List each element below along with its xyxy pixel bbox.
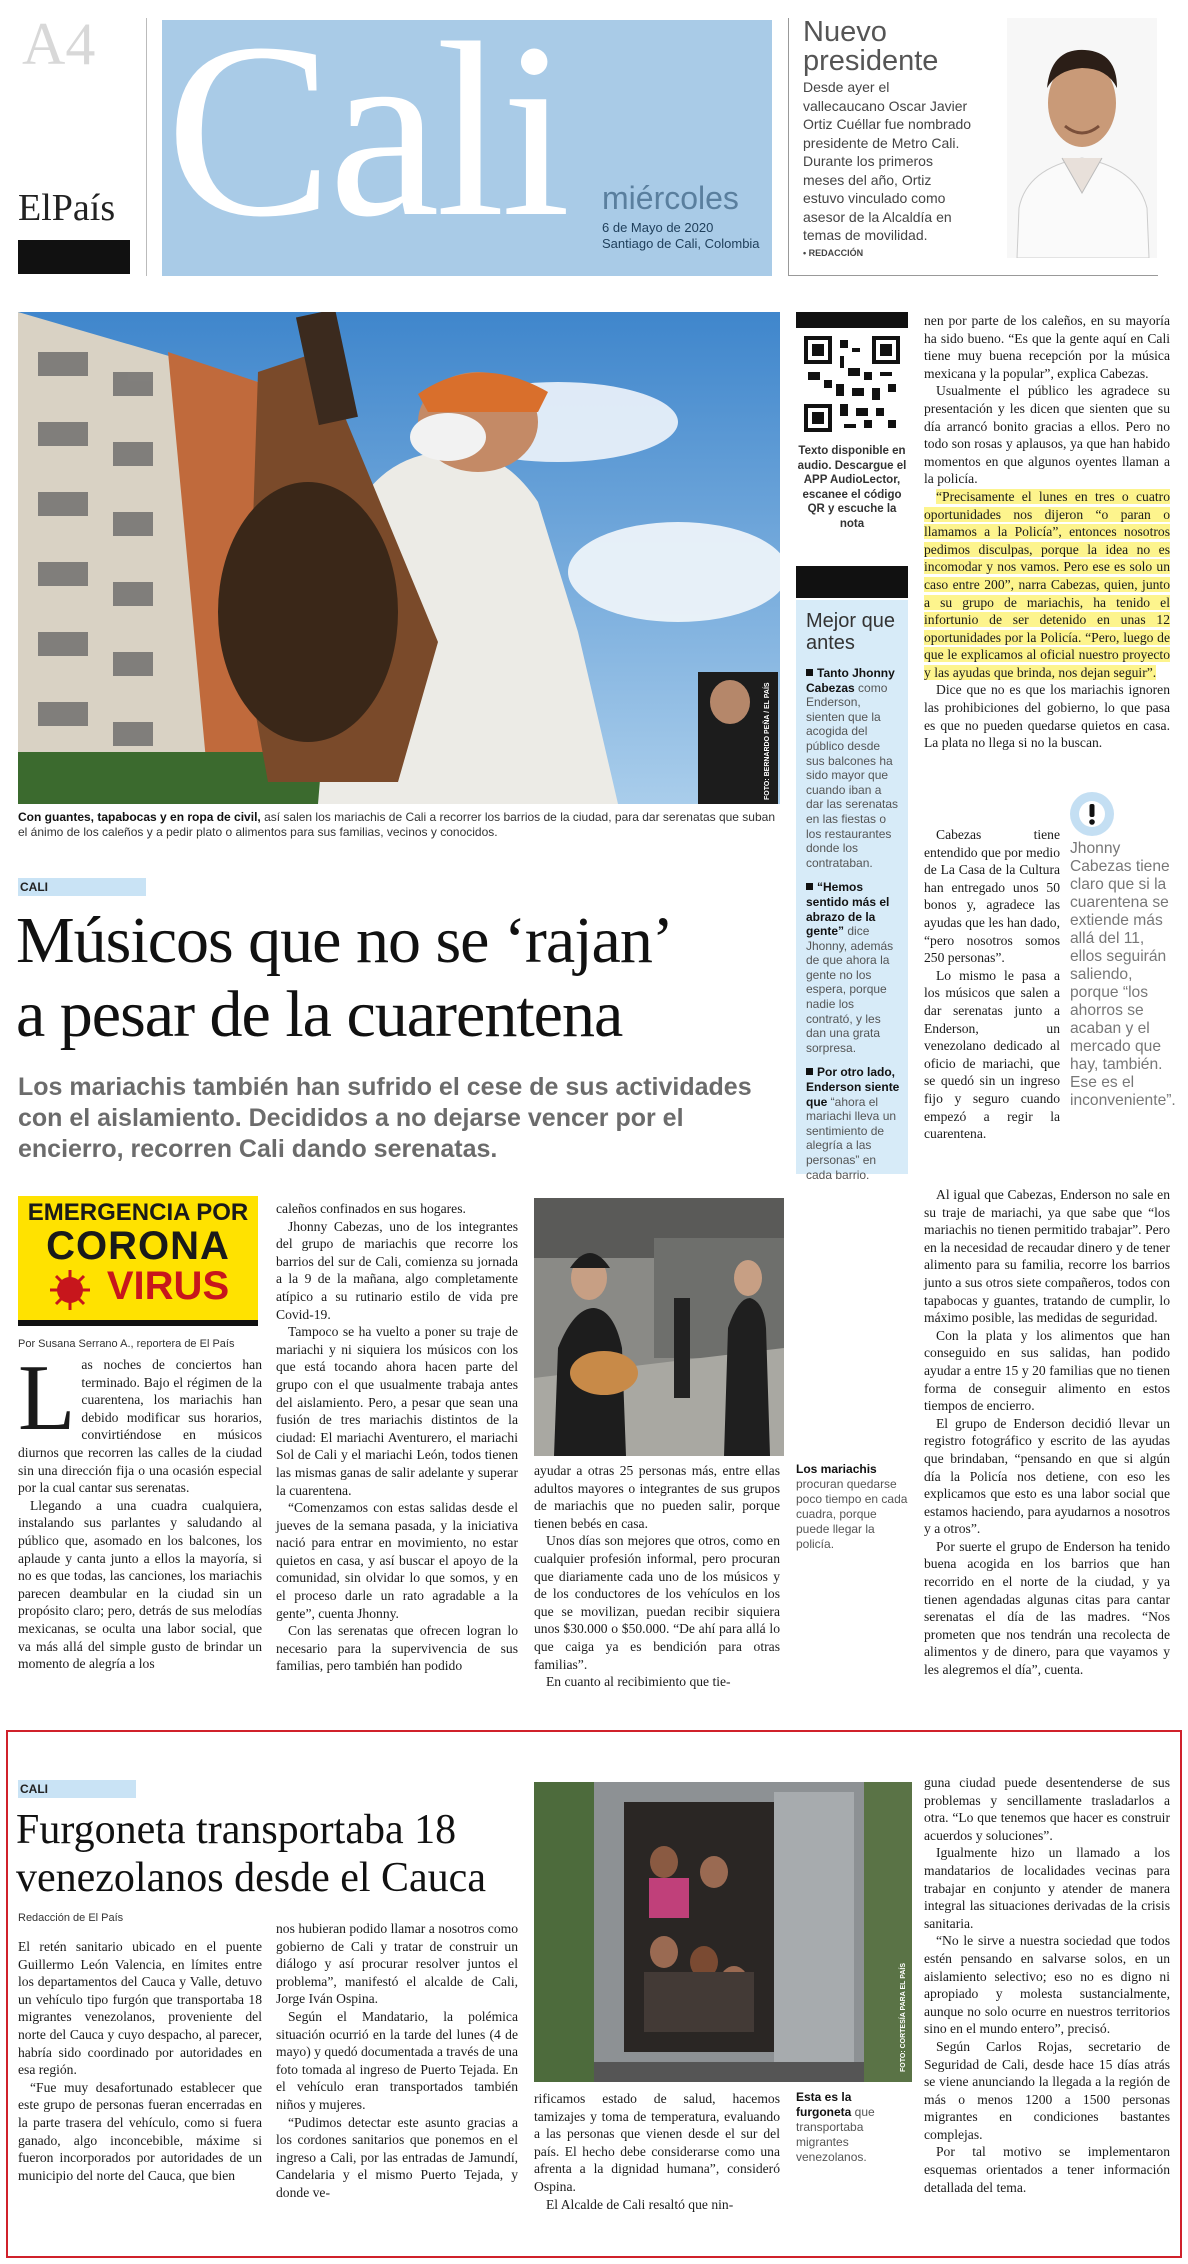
main-right-p8: Con la plata y los alimentos que han conseguido en sus salidas, han podido ayudar a entre 15 y 20 familias que no tienen forma de conseguir alimento en estos tiempos de encierro.	[924, 1327, 1170, 1414]
second-col2-p2: Según el Mandatario, la polémica situación ocurrió en la tarde del lunes (4 de mayo) y quedó documentada a través de una foto tomada al ingreso de Puerto Tejada. En el vehículo eran transportados también niños y mujeres.	[276, 2008, 518, 2112]
main-photo-caption-lead: Con guantes, tapabocas y en ropa de civil,	[18, 810, 261, 824]
sidebar-topbar	[796, 566, 908, 598]
main-photo-caption-text: así salen los mariachis de Cali a recorrer los barrios de la ciudad, para dar serenatas que suban el ánimo de los caleños y a pedir plato o alimentos para sus familias, vecinos y conocidos.	[18, 810, 776, 839]
second-col2-p1: nos hubieran podido llamar a nosotros como gobierno de Cali y tratar de construir un diálogo y así procurar resolver juntos el problema”, manifestó el alcalde de Cali, Jorge Iván Ospina.	[276, 1921, 518, 2007]
main-col2-p5: Con las serenatas que ofrecen logran lo necesario para la supervivencia de sus familias, pero también han podido	[276, 1623, 518, 1674]
issue-date: 6 de Mayo de 2020	[602, 220, 714, 235]
bullet-square-icon	[806, 883, 813, 890]
second-byline: Redacción de El País	[18, 1912, 124, 1924]
main-headline-line2: a pesar de la cuarentena	[16, 978, 623, 1051]
van-caption-lead: Esta es la furgoneta	[796, 2090, 852, 2119]
second-kicker: CALI	[18, 1780, 136, 1798]
president-credit: • REDACCIÓN	[803, 248, 864, 258]
president-title-line2: presidente	[803, 45, 939, 77]
main-right-column-top	[924, 312, 1170, 752]
main-right-p6: Lo mismo le pasa a los músicos que salen a dar serenatas junto a Enderson, un venezolano dedicado al oficio de mariachi, que se quedó sin un ingreso fijo y seguro cuando empezó a regir la cuarentena.	[924, 967, 1060, 1142]
page-number: A4	[22, 11, 96, 77]
main-dropcap: L	[18, 1346, 76, 1450]
main-col2-p3: Tampoco se ha vuelto a poner su traje de mariachi y ni siquiera los músicos con los que está tocando ahora hacen parte del grupo con el que usualmente trabaja antes del aislamiento. Pero, a pesar que sean una fusión de tres mariachis distintos de la ciudad: El mariachi Aventurero, el mariachi Sol de Cali y el mariachi León, todos tienen las mismas ganas de salir adelante y superar la cuarentena.	[276, 1324, 518, 1498]
mariachis-caption	[796, 1462, 912, 1552]
emergency-line2: CORONA	[46, 1224, 230, 1268]
pull-quote: Jhonny Cabezas tiene claro que si la cuarentena se extiende más allá del 11, ellos seguirán saliendo, porque “los ahorros se acaban y el mercado que hay, también. Ese es el inconveniente”.	[1070, 840, 1176, 1109]
president-portrait	[1007, 18, 1157, 258]
emergency-badge	[18, 1196, 258, 1320]
main-photo-credit: FOTO: BERNARDO PEÑA / EL PAÍS	[764, 682, 771, 800]
mariachis-caption-lead: Los mariachis	[796, 1462, 877, 1476]
mariachis-photo	[534, 1198, 784, 1456]
main-photo	[18, 312, 780, 804]
sidebar-bullet-2: “Hemos sentido más el abrazo de la gente” dice Jhonny, además de que ahora la gente no los espera, porque nadie los contrató, y les dan una grata sorpresa.	[806, 880, 894, 1055]
main-col3-p3: En cuanto al recibimiento que tie-	[546, 1674, 731, 1690]
second-column-2	[276, 1920, 518, 2202]
second-col4-p1: guna ciudad puede desentenderse de sus problemas y sencillamente trasladarlos a otra. “Lo que tenemos que hacer es construir acuerdos y soluciones”.	[924, 1775, 1170, 1843]
main-right-p3	[924, 488, 1170, 682]
main-kicker: CALI	[18, 878, 146, 896]
van-photo-credit: FOTO: CORTESÍA PARA EL PAÍS	[900, 1962, 907, 2072]
brand-bar	[18, 240, 130, 274]
emergency-underbar	[18, 1320, 258, 1326]
second-headline-line1: Furgoneta transportaba 18	[16, 1807, 457, 1853]
emergency-line3: VIRUS	[106, 1264, 230, 1308]
second-col4-p4: Según Carlos Rojas, secretario de Seguridad de Cali, desde hace 15 días atrás se viene anunciando la llegada a la región de más o menos 1200 a 1500 personas migrantes en condiciones bastantes complejas.	[924, 2038, 1170, 2142]
main-col1-p2: Llegando a una cuadra cualquiera, instalando sus parlantes y saludando al público que, asomado en los balcones, los aplaude y canta junto a ellos la mayoría, si no es que todas, las canciones, los mariachis parecen deambular en la ciudad sin un propósito claro; pero, detrás de sus melodías mexicanas, se oculta una labor social, que va más allá del simple gusto de brindar un momento de alegría a los	[18, 1497, 262, 1672]
qr-text: Texto disponible en audio. Descargue el APP AudioLector, escanee el código QR y escuche la nota	[797, 445, 907, 530]
main-column-1	[18, 1346, 262, 1673]
main-right-column-narrow	[924, 826, 1060, 1143]
main-column-3	[534, 1462, 780, 1691]
second-col2-p3: “Pudimos detectar este asunto gracias a los cordones sanitarios que ponemos en el ingreso a Cali, por las entradas de Jamundí, Candelaria y el mismo Puerto Tejada, y donde ve-	[276, 2114, 518, 2200]
virus-icon	[48, 1268, 92, 1312]
pull-quote-icon	[1070, 792, 1114, 836]
second-col1-p2: “Fue muy desafortunado establecer que este grupo de personas fueran encerradas en la parte trasera del vehículo, como si fuera ganado, algo inconcebible, máxime si fueron incorporados por autoridades de un municipio del norte del Cauca, que bien	[18, 2079, 262, 2183]
sidebar-box	[796, 600, 908, 1182]
main-col3-p2: Unos días son mejores que otros, como en cualquier profesión informal, pero procuran que diariamente cada uno de los músicos y de los conductores de los vehículos en los que se movilizan, puedan recibir siquiera unos $30.000 o $50.000. “De ahí para allá lo que caiga ya es bendición para otras familias”.	[534, 1533, 780, 1672]
main-col3-p1: ayudar a otras 25 personas más, entre ellas adultos mayores o integrantes de sus grupos de mariachis que no pueden salir, porque tienen bebés en casa.	[534, 1463, 780, 1531]
main-deck: Los mariachis también han sufrido el cese de sus actividades con el aislamiento. Decididos a no dejarse vencer por el encierro, recorren Cali dando serenatas.	[18, 1073, 752, 1163]
main-right-p7: Al igual que Cabezas, Enderson no sale en su traje de mariachi, ya que sabe que “los mariachis no tienen permitido trabajar”. Pero en la necesidad de recaudar dinero y de tener alimento para su familia, recorre los barrios junto a sus otros siete compañeros, todos con tapabocas y guantes, tratando de cumplir, lo máximo posible, las medidas de seguridad.	[924, 1187, 1170, 1326]
sidebar-bullet-3: Por otro lado, Enderson siente que “ahora el mariachi lleva un sentimiento de alegría a las personas” en cada barrio.	[806, 1065, 900, 1182]
main-col2-p4: “Comenzamos con estas salidas desde el jueves de la semana pasada, y la iniciativa nació para entrar en movimiento, no estar quietos en casa, y así buscar el apoyo de la comunidad, sin olvidar lo que somos, y en el proceso darle un rato agradable a la gente”, cuenta Jhonny.	[276, 1500, 518, 1621]
main-headline	[16, 904, 786, 1052]
second-column-3	[534, 2090, 780, 2213]
president-title-line1: Nuevo	[803, 16, 887, 48]
president-title	[803, 18, 938, 76]
main-col2-p2: Jhonny Cabezas, uno de los integrantes del grupo de mariachis que recorre los barrios del sur de Cali, comienza su jornada a la 9 de la mañana, algo completamente atípico a su rutinario estilo de vida pre Covid-19.	[276, 1218, 518, 1322]
main-col2-p1: caleños confinados en sus hogares.	[276, 1201, 466, 1216]
main-column-2	[276, 1200, 518, 1675]
brand-logo: ElPaís	[18, 187, 116, 229]
van-caption	[796, 2090, 910, 2165]
emergency-line1: EMERGENCIA POR	[27, 1199, 249, 1226]
qr-topbar	[796, 312, 908, 328]
second-col4-p5: Por tal motivo se implementaron esquemas orientados a tener información detallada del tema.	[924, 2144, 1170, 2195]
main-col1-p1: as noches de conciertos han terminado. Bajo el régimen de la cuarentena, los mariachis han debido modificar sus horarios, convirtiéndose en músicos diurnos que recorren las calles de la ciudad sin una dirección fija o una ocasión especial por la cual cantar sus serenatas.	[18, 1357, 262, 1496]
sidebar-bullet-1: Tanto Jhonny Cabezas como Enderson, sienten que la acogida del público desde sus balcones ha sido mayor que cuando iban a dar las serenatas en las fiestas o los restaurantes donde los contrataban.	[806, 666, 899, 870]
main-right-p5: Cabezas tiene entendido que por medio de La Casa de la Cultura han entregado unos 50 bonos y, agradece las ayudas que les han dado, “pero nosotros somos 250 personas”.	[924, 827, 1060, 966]
mariachis-caption-text: procuran quedarse poco tiempo en cada cuadra, porque puede llegar la policía.	[796, 1477, 908, 1551]
van-photo	[534, 1782, 912, 2082]
main-byline: Por Susana Serrano A., reportera de El País	[18, 1338, 235, 1350]
second-col4-p3: “No le sirve a nuestra sociedad que todos estén pensando en salvarse solos, en un aislamiento selectivo; eso no es digno ni apropiado y molesta sustancialmente, aunque no solo ocurre en nuestros territorios sino en el mundo entero”, precisó.	[924, 1933, 1170, 2037]
main-right-p1: nen por parte de los caleños, en su mayoría ha sido bueno. “Es que la gente aquí en Cali tiene muy buena recepción por la música mexicana y la popular”, explica Cabezas.	[924, 313, 1170, 381]
main-right-column-bottom	[924, 1186, 1170, 1679]
highlighted-quote: “Precisamente el lunes en tres o cuatro oportunidades nos dijeron “o paran o llamamos a la Policía”, entonces nosotros pedimos disculpas, porque la idea no es incomodar y nos vamos. Pero ese es solo un caso entre 200”, narra Cabezas, quien, junto a su grupo de mariachis, ha tenido el infortunio de ser detenido en unas 12 oportunidades por la Policía. “Pero, luego de que le explicamos al oficial nuestro proyecto y las ayudas que brinda, nos dejan seguir”.	[924, 488, 1170, 680]
issue-location: Santiago de Cali, Colombia	[602, 236, 760, 251]
van-caption-text: que transportaba migrantes venezolanos.	[796, 2105, 875, 2164]
president-box	[788, 18, 1158, 276]
main-photo-caption	[18, 810, 780, 840]
section-title: Cali	[166, 20, 567, 269]
president-body: Desde ayer el vallecaucano Oscar Javier Ortiz Cuéllar fue nombrado presidente de Metro Cali. Durante los primeros meses del año, Ortiz estuvo vinculado como asesor de la Alcaldía en temas de movilidad.	[803, 79, 972, 243]
weekday: miércoles	[602, 180, 739, 216]
header-divider	[146, 18, 147, 276]
main-headline-line1: Músicos que no se ‘rajan’	[16, 904, 673, 977]
qr-code[interactable]	[804, 336, 900, 432]
bullet-square-icon	[806, 1068, 813, 1075]
second-col4-p2: Igualmente hizo un llamado a los mandatarios de localidades vecinas para trabajar en conjunto y atender de manera integral las situaciones derivadas de la crisis sanitaria.	[924, 1845, 1170, 1931]
main-right-p2: Usualmente el público les agradece su presentación y les dicen que sienten que su día arrancó bonito gracias a ellos. Pero no todo son rosas y aplausos, ya que han habido momentos en que algunos oyentes llaman a la policía.	[924, 383, 1170, 487]
second-column-4	[924, 1774, 1170, 2196]
main-right-p9: El grupo de Enderson decidió llevar un registro fotográfico y escrito de las ayudas que brindaban, “pensando en que si algún día la Policía nos detiene, con eso les explicamos que esto es una labor social que estamos haciendo, para ayudarnos a nosotros y a otros”.	[924, 1415, 1170, 1537]
second-col3-p1: rificamos estado de salud, hacemos tamizajes y toma de temperatura, evaluando a las personas que vienen desde el sur del país. El hecho debe considerarse como una afrenta a la dignidad humana”, consideró Ospina.	[534, 2091, 780, 2194]
section-banner	[162, 20, 772, 276]
main-right-p4: Dice que no es que los mariachis ignoren las prohibiciones del gobierno, lo que pasa es que no pueden quedarse quietos en casa. La plata no llega si no la buscan.	[924, 682, 1170, 751]
second-headline	[16, 1806, 536, 1902]
second-column-1	[18, 1938, 262, 2184]
bullet-square-icon	[806, 669, 813, 676]
second-col1-p1: El retén sanitario ubicado en el puente Guillermo León Valencia, en límites entre los departamentos del Cauca y Valle, detuvo un vehículo tipo furgón que transportaba 18 migrantes venezolanos, proveniente del norte del Cauca y cuyo despacho, al parecer, habría sido coordinado por autoridades en esa región.	[18, 1939, 262, 2078]
sidebar-title: Mejor que antes	[806, 610, 895, 654]
main-right-p10: Por suerte el grupo de Enderson ha tenido buena acogida en los barrios que han recorrido en el norte de la ciudad, y ya tienen agendadas algunas citas para cantar serenatas el día de las madres. “Nos prometen que nos tendrán una recolecta de alimentos y de dinero, para que vayamos y les alegremos el día”, cuenta.	[924, 1538, 1170, 1678]
second-headline-line2: venezolanos desde el Cauca	[16, 1855, 486, 1901]
second-col3-p2: El Alcalde de Cali resaltó que nin-	[546, 2196, 734, 2212]
